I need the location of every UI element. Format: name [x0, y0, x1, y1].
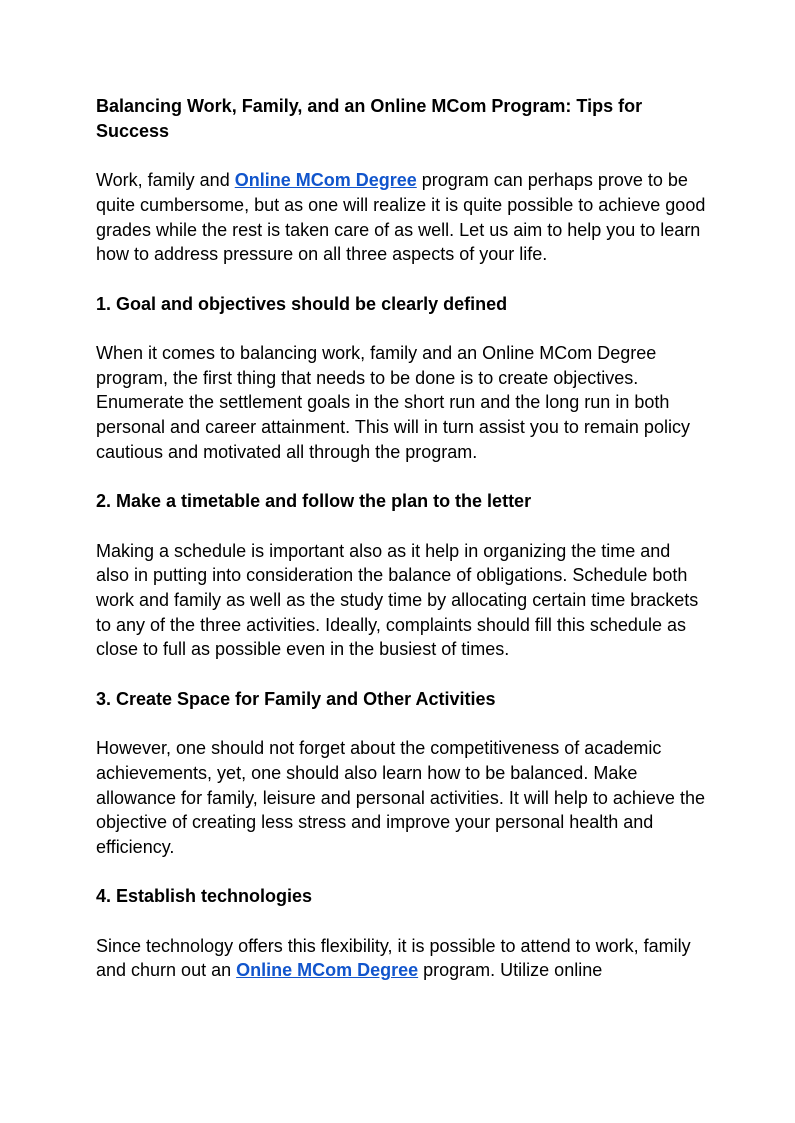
online-mcom-degree-link[interactable]: Online MCom Degree — [234, 170, 417, 191]
document-page — [96, 94, 706, 1008]
section-4-text-before: Since technology offers this flexibility, it is possible to attend to work, family and churn out an — [96, 935, 691, 981]
section-2-body: Making a schedule is important also as it help in organizing the time and also in putting into consideration the balance of obligations. Schedule both work and family as well as the study time by allocating certain time brackets to any of the three activities. Ideally, complaints should fill this schedule as close to full as possible even in the busiest of times. — [96, 540, 699, 660]
intro-text-before: Work, family and — [96, 170, 235, 191]
document-title: Balancing Work, Family, and an Online MCom Program: Tips for Success — [96, 96, 643, 141]
intro-paragraph — [96, 168, 706, 267]
intro-text-after: program can perhaps prove to be quite cumbersome, but as one will realize it is quite possible to achieve good grades while the rest is taken care of as well. Let us aim to help you to learn how to address pressure on all three aspects of your life. — [96, 170, 706, 265]
section-3-heading: 3. Create Space for Family and Other Activities — [96, 688, 496, 709]
section-1-body: When it comes to balancing work, family and an Online MCom Degree program, the first thing that needs to be done is to create objectives. Enumerate the settlement goals in the short run and the long run in both personal and career attainment. This will in turn assist you to remain policy cautious and motivated all through the program. — [96, 342, 690, 462]
section-4-heading: 4. Establish technologies — [96, 886, 313, 907]
online-mcom-degree-link[interactable]: Online MCom Degree — [236, 960, 419, 981]
section-3-body: However, one should not forget about the competitiveness of academic achievements, yet, one should also learn how to be balanced. Make allowance for family, leisure and personal activities. It will help to achieve the objective of creating less stress and improve your personal health and efficiency. — [96, 738, 705, 857]
section-4-text-after: program. Utilize online — [418, 960, 603, 981]
section-4-body — [96, 934, 706, 983]
section-2-heading: 2. Make a timetable and follow the plan to the letter — [96, 491, 532, 512]
section-1-heading: 1. Goal and objectives should be clearly defined — [96, 293, 508, 314]
